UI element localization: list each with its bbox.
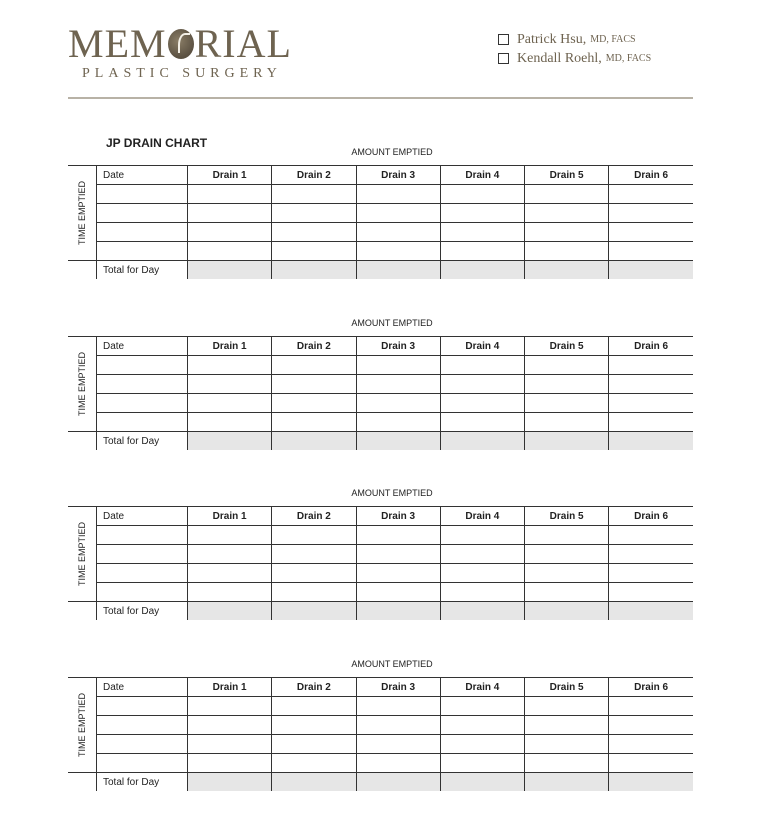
drain-entry-cell[interactable] — [188, 735, 272, 754]
total-side-cell — [68, 432, 97, 451]
drain-entry-cell[interactable] — [440, 564, 524, 583]
date-entry-cell[interactable] — [97, 356, 188, 375]
table-header-row — [68, 337, 693, 356]
amount-emptied-label: AMOUNT EMPTIED — [351, 659, 433, 669]
drain-entry-cell[interactable] — [272, 716, 356, 735]
drain-entry-cell[interactable] — [440, 223, 524, 242]
total-row — [68, 261, 693, 280]
drain-entry-cell[interactable] — [272, 375, 356, 394]
drain-entry-cell[interactable] — [272, 394, 356, 413]
doctor-credentials: MD, FACS — [605, 53, 652, 64]
doctor-name: Patrick Hsu, — [517, 31, 587, 47]
total-for-day-label: Total for Day — [97, 602, 188, 621]
total-entry-cell[interactable] — [525, 432, 609, 451]
drain-entry-cell[interactable] — [356, 526, 440, 545]
drain-entry-cell[interactable] — [525, 356, 609, 375]
drain-entry-cell[interactable] — [525, 185, 609, 204]
total-side-cell — [68, 773, 97, 792]
drain-header: Drain 6 — [609, 507, 693, 526]
drain-entry-cell[interactable] — [188, 716, 272, 735]
drain-header: Drain 5 — [525, 507, 609, 526]
drain-entry-cell[interactable] — [356, 185, 440, 204]
drain-entry-cell[interactable] — [609, 716, 693, 735]
table-header-row — [68, 166, 693, 185]
drain-entry-cell[interactable] — [188, 394, 272, 413]
date-entry-cell[interactable] — [97, 394, 188, 413]
memorial-logo — [68, 21, 292, 82]
drain-entry-cell[interactable] — [525, 754, 609, 773]
table-row — [68, 223, 693, 242]
total-row — [68, 432, 693, 451]
table-row — [68, 375, 693, 394]
time-emptied-label: TIME EMPTIED — [77, 692, 88, 758]
date-entry-cell[interactable] — [97, 375, 188, 394]
total-entry-cell[interactable] — [188, 602, 272, 621]
drain-entry-cell[interactable] — [272, 735, 356, 754]
checkbox-icon[interactable] — [498, 53, 509, 64]
drain-header: Drain 1 — [188, 166, 272, 185]
table-header-row — [68, 507, 693, 526]
drain-entry-cell[interactable] — [525, 697, 609, 716]
drain-entry-cell[interactable] — [609, 394, 693, 413]
date-entry-cell[interactable] — [97, 223, 188, 242]
drain-entry-cell[interactable] — [272, 185, 356, 204]
drain-entry-cell[interactable] — [356, 564, 440, 583]
total-entry-cell[interactable] — [440, 602, 524, 621]
drain-header: Drain 4 — [440, 166, 524, 185]
table-row — [68, 394, 693, 413]
drain-header: Drain 5 — [525, 166, 609, 185]
drain-entry-cell[interactable] — [440, 735, 524, 754]
drain-entry-cell[interactable] — [525, 223, 609, 242]
checkbox-icon[interactable] — [498, 34, 509, 45]
drain-header: Drain 1 — [188, 678, 272, 697]
drain-entry-cell[interactable] — [609, 545, 693, 564]
total-for-day-label: Total for Day — [97, 261, 188, 280]
drain-entry-cell[interactable] — [188, 583, 272, 602]
table-row — [68, 204, 693, 223]
drain-entry-cell[interactable] — [609, 413, 693, 432]
logo-wordmark — [68, 21, 292, 66]
total-entry-cell[interactable] — [609, 432, 693, 451]
doctor-credentials: MD, FACS — [590, 34, 636, 45]
drain-entry-cell[interactable] — [525, 375, 609, 394]
drain-entry-cell[interactable] — [356, 754, 440, 773]
drain-entry-cell[interactable] — [272, 545, 356, 564]
date-entry-cell[interactable] — [97, 716, 188, 735]
drain-entry-cell[interactable] — [188, 545, 272, 564]
table-row — [68, 754, 693, 773]
total-entry-cell[interactable] — [272, 432, 356, 451]
total-entry-cell[interactable] — [356, 261, 440, 280]
drain-header: Drain 1 — [188, 337, 272, 356]
drain-entry-cell[interactable] — [609, 223, 693, 242]
amount-emptied-label: AMOUNT EMPTIED — [351, 318, 433, 328]
date-entry-cell[interactable] — [97, 697, 188, 716]
drain-header: Drain 4 — [440, 337, 524, 356]
total-entry-cell[interactable] — [272, 261, 356, 280]
drain-entry-cell[interactable] — [356, 583, 440, 602]
table-row — [68, 545, 693, 564]
drain-entry-cell[interactable] — [609, 375, 693, 394]
total-entry-cell[interactable] — [188, 773, 272, 792]
drain-entry-cell[interactable] — [525, 204, 609, 223]
drain-header: Drain 2 — [272, 678, 356, 697]
drain-table — [68, 506, 693, 620]
table-row — [68, 242, 693, 261]
drain-entry-cell[interactable] — [525, 545, 609, 564]
date-entry-cell[interactable] — [97, 413, 188, 432]
table-row — [68, 413, 693, 432]
total-for-day-label: Total for Day — [97, 432, 188, 451]
total-entry-cell[interactable] — [356, 432, 440, 451]
drain-entry-cell[interactable] — [440, 526, 524, 545]
drain-entry-cell[interactable] — [272, 564, 356, 583]
drain-entry-cell[interactable] — [440, 583, 524, 602]
date-header: Date — [97, 678, 188, 697]
total-entry-cell[interactable] — [356, 602, 440, 621]
drain-entry-cell[interactable] — [609, 735, 693, 754]
total-entry-cell[interactable] — [188, 261, 272, 280]
drain-entry-cell[interactable] — [272, 754, 356, 773]
time-emptied-label: TIME EMPTIED — [77, 351, 88, 417]
drain-entry-cell[interactable] — [188, 754, 272, 773]
drain-entry-cell[interactable] — [188, 697, 272, 716]
drain-entry-cell[interactable] — [356, 413, 440, 432]
total-for-day-label: Total for Day — [97, 773, 188, 792]
drain-header: Drain 3 — [356, 507, 440, 526]
table-row — [68, 185, 693, 204]
amount-emptied-label: AMOUNT EMPTIED — [351, 488, 433, 498]
total-row — [68, 602, 693, 621]
drain-entry-cell[interactable] — [272, 356, 356, 375]
amount-emptied-label: AMOUNT EMPTIED — [351, 147, 433, 157]
total-side-cell — [68, 261, 97, 280]
table-header-row — [68, 678, 693, 697]
drain-header: Drain 2 — [272, 166, 356, 185]
drain-entry-cell[interactable] — [188, 242, 272, 261]
drain-entry-cell[interactable] — [356, 545, 440, 564]
logo-text-part1: MEM — [68, 21, 167, 66]
drain-entry-cell[interactable] — [609, 583, 693, 602]
drain-entry-cell[interactable] — [440, 375, 524, 394]
doctor-option-hsu[interactable] — [498, 30, 651, 49]
drain-entry-cell[interactable] — [609, 204, 693, 223]
drain-table — [68, 336, 693, 450]
date-entry-cell[interactable] — [97, 583, 188, 602]
drain-header: Drain 3 — [356, 166, 440, 185]
chart-title: JP DRAIN CHART — [106, 136, 208, 150]
total-entry-cell[interactable] — [525, 773, 609, 792]
logo-o-emblem-icon — [168, 29, 194, 59]
drain-header: Drain 3 — [356, 337, 440, 356]
doctor-name: Kendall Roehl, — [517, 50, 602, 66]
date-entry-cell[interactable] — [97, 242, 188, 261]
drain-header: Drain 3 — [356, 678, 440, 697]
drain-entry-cell[interactable] — [356, 223, 440, 242]
drain-entry-cell[interactable] — [188, 564, 272, 583]
time-emptied-cell — [68, 507, 97, 602]
drain-entry-cell[interactable] — [525, 526, 609, 545]
drain-header: Drain 4 — [440, 507, 524, 526]
total-entry-cell[interactable] — [609, 602, 693, 621]
drain-entry-cell[interactable] — [188, 375, 272, 394]
drain-table — [68, 165, 693, 279]
table-row — [68, 564, 693, 583]
drain-entry-cell[interactable] — [356, 375, 440, 394]
drain-entry-cell[interactable] — [440, 413, 524, 432]
date-entry-cell[interactable] — [97, 526, 188, 545]
time-emptied-cell — [68, 166, 97, 261]
drain-entry-cell[interactable] — [440, 754, 524, 773]
date-entry-cell[interactable] — [97, 545, 188, 564]
drain-header: Drain 6 — [609, 678, 693, 697]
total-entry-cell[interactable] — [272, 773, 356, 792]
drain-entry-cell[interactable] — [609, 185, 693, 204]
total-entry-cell[interactable] — [440, 773, 524, 792]
drain-header: Drain 4 — [440, 678, 524, 697]
drain-entry-cell[interactable] — [272, 204, 356, 223]
table-row — [68, 716, 693, 735]
drain-header: Drain 6 — [609, 337, 693, 356]
drain-entry-cell[interactable] — [188, 356, 272, 375]
total-entry-cell[interactable] — [356, 773, 440, 792]
drain-entry-cell[interactable] — [440, 204, 524, 223]
time-emptied-cell — [68, 678, 97, 773]
drain-header: Drain 5 — [525, 678, 609, 697]
total-entry-cell[interactable] — [609, 261, 693, 280]
table-row — [68, 697, 693, 716]
drain-entry-cell[interactable] — [525, 735, 609, 754]
drain-entry-cell[interactable] — [272, 583, 356, 602]
drain-entry-cell[interactable] — [440, 697, 524, 716]
drain-entry-cell[interactable] — [272, 526, 356, 545]
drain-entry-cell[interactable] — [356, 204, 440, 223]
drain-entry-cell[interactable] — [440, 356, 524, 375]
logo-text-part2: RIAL — [194, 21, 292, 66]
table-row — [68, 735, 693, 754]
drain-entry-cell[interactable] — [440, 242, 524, 261]
drain-entry-cell[interactable] — [525, 394, 609, 413]
drain-entry-cell[interactable] — [356, 716, 440, 735]
drain-entry-cell[interactable] — [272, 242, 356, 261]
drain-entry-cell[interactable] — [440, 394, 524, 413]
drain-header: Drain 5 — [525, 337, 609, 356]
drain-entry-cell[interactable] — [440, 545, 524, 564]
date-entry-cell[interactable] — [97, 204, 188, 223]
total-entry-cell[interactable] — [525, 261, 609, 280]
total-entry-cell[interactable] — [440, 432, 524, 451]
total-entry-cell[interactable] — [272, 602, 356, 621]
drain-entry-cell[interactable] — [188, 185, 272, 204]
table-row — [68, 356, 693, 375]
total-entry-cell[interactable] — [525, 602, 609, 621]
drain-entry-cell[interactable] — [609, 754, 693, 773]
drain-entry-cell[interactable] — [272, 697, 356, 716]
header-divider — [68, 97, 693, 99]
drain-entry-cell[interactable] — [525, 413, 609, 432]
time-emptied-label: TIME EMPTIED — [77, 180, 88, 246]
drain-entry-cell[interactable] — [440, 716, 524, 735]
doctor-checklist — [498, 30, 651, 68]
drain-entry-cell[interactable] — [356, 735, 440, 754]
total-side-cell — [68, 602, 97, 621]
logo-subtitle: PLASTIC SURGERY — [82, 66, 282, 81]
table-row — [68, 526, 693, 545]
drain-entry-cell[interactable] — [356, 356, 440, 375]
date-entry-cell[interactable] — [97, 185, 188, 204]
total-entry-cell[interactable] — [609, 773, 693, 792]
drain-entry-cell[interactable] — [609, 697, 693, 716]
drain-entry-cell[interactable] — [272, 413, 356, 432]
date-header: Date — [97, 166, 188, 185]
drain-entry-cell[interactable] — [609, 526, 693, 545]
drain-entry-cell[interactable] — [356, 394, 440, 413]
drain-header: Drain 2 — [272, 337, 356, 356]
drain-entry-cell[interactable] — [525, 716, 609, 735]
time-emptied-label: TIME EMPTIED — [77, 521, 88, 587]
date-entry-cell[interactable] — [97, 735, 188, 754]
drain-entry-cell[interactable] — [525, 564, 609, 583]
drain-entry-cell[interactable] — [272, 223, 356, 242]
date-header: Date — [97, 337, 188, 356]
date-header: Date — [97, 507, 188, 526]
drain-entry-cell[interactable] — [188, 204, 272, 223]
time-emptied-cell — [68, 337, 97, 432]
drain-header: Drain 6 — [609, 166, 693, 185]
drain-entry-cell[interactable] — [188, 223, 272, 242]
total-entry-cell[interactable] — [440, 261, 524, 280]
total-entry-cell[interactable] — [188, 432, 272, 451]
drain-entry-cell[interactable] — [609, 564, 693, 583]
drain-entry-cell[interactable] — [356, 242, 440, 261]
drain-entry-cell[interactable] — [188, 413, 272, 432]
drain-entry-cell[interactable] — [525, 583, 609, 602]
drain-entry-cell[interactable] — [440, 185, 524, 204]
drain-entry-cell[interactable] — [609, 242, 693, 261]
drain-table — [68, 677, 693, 791]
drain-entry-cell[interactable] — [525, 242, 609, 261]
date-entry-cell[interactable] — [97, 564, 188, 583]
doctor-option-roehl[interactable] — [498, 49, 651, 68]
drain-entry-cell[interactable] — [356, 697, 440, 716]
total-row — [68, 773, 693, 792]
table-row — [68, 583, 693, 602]
drain-entry-cell[interactable] — [188, 526, 272, 545]
date-entry-cell[interactable] — [97, 754, 188, 773]
drain-header: Drain 2 — [272, 507, 356, 526]
drain-entry-cell[interactable] — [609, 356, 693, 375]
drain-header: Drain 1 — [188, 507, 272, 526]
